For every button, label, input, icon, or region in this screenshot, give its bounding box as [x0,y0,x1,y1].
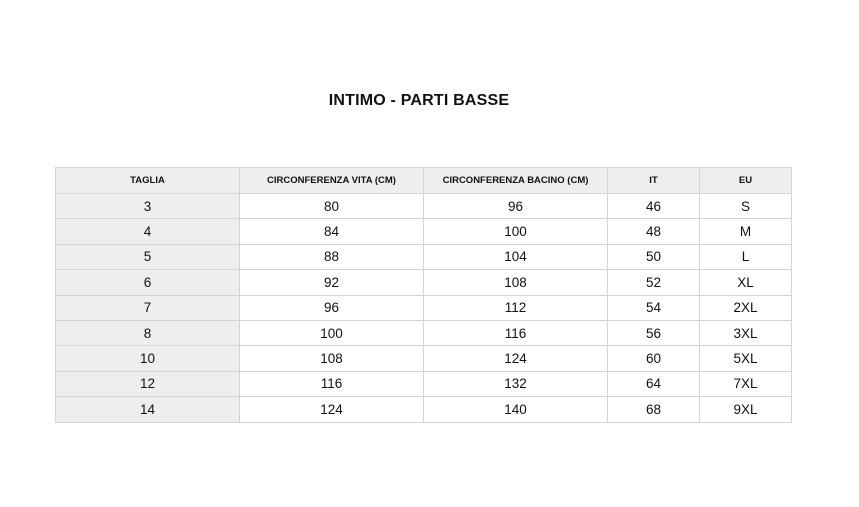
cell-taglia: 14 [56,397,240,422]
table-row [56,346,792,371]
header-it: IT [608,168,700,194]
size-chart-table [55,167,792,423]
cell-bacino: 132 [424,371,608,396]
table-row [56,371,792,396]
cell-it: 52 [608,270,700,295]
cell-eu: 9XL [700,397,792,422]
cell-taglia: 5 [56,244,240,269]
cell-taglia: 4 [56,219,240,244]
header-circonferenza-vita: CIRCONFERENZA VITA (CM) [240,168,424,194]
cell-taglia: 12 [56,371,240,396]
cell-bacino: 112 [424,295,608,320]
cell-bacino: 140 [424,397,608,422]
cell-taglia: 6 [56,270,240,295]
table-row [56,320,792,345]
cell-it: 54 [608,295,700,320]
cell-taglia: 10 [56,346,240,371]
cell-it: 60 [608,346,700,371]
cell-bacino: 124 [424,346,608,371]
table-row [56,244,792,269]
cell-vita: 124 [240,397,424,422]
cell-bacino: 108 [424,270,608,295]
cell-taglia: 3 [56,194,240,219]
cell-vita: 116 [240,371,424,396]
cell-taglia: 8 [56,320,240,345]
cell-vita: 80 [240,194,424,219]
cell-bacino: 100 [424,219,608,244]
cell-bacino: 116 [424,320,608,345]
table-row [56,397,792,422]
cell-vita: 100 [240,320,424,345]
header-taglia: TAGLIA [56,168,240,194]
cell-taglia: 7 [56,295,240,320]
cell-vita: 88 [240,244,424,269]
cell-eu: XL [700,270,792,295]
cell-it: 68 [608,397,700,422]
cell-bacino: 104 [424,244,608,269]
cell-it: 46 [608,194,700,219]
cell-it: 50 [608,244,700,269]
cell-eu: M [700,219,792,244]
table-header-row [56,168,792,194]
cell-eu: 2XL [700,295,792,320]
cell-it: 64 [608,371,700,396]
cell-eu: L [700,244,792,269]
header-eu: EU [700,168,792,194]
cell-eu: 7XL [700,371,792,396]
cell-bacino: 96 [424,194,608,219]
page-title: INTIMO - PARTI BASSE [328,92,510,109]
cell-eu: S [700,194,792,219]
table-row [56,295,792,320]
cell-vita: 92 [240,270,424,295]
cell-vita: 96 [240,295,424,320]
cell-eu: 3XL [700,320,792,345]
cell-vita: 108 [240,346,424,371]
table-row [56,194,792,219]
cell-eu: 5XL [700,346,792,371]
cell-it: 48 [608,219,700,244]
header-circonferenza-bacino: CIRCONFERENZA BACINO (CM) [424,168,608,194]
table-row [56,219,792,244]
cell-vita: 84 [240,219,424,244]
table-row [56,270,792,295]
cell-it: 56 [608,320,700,345]
